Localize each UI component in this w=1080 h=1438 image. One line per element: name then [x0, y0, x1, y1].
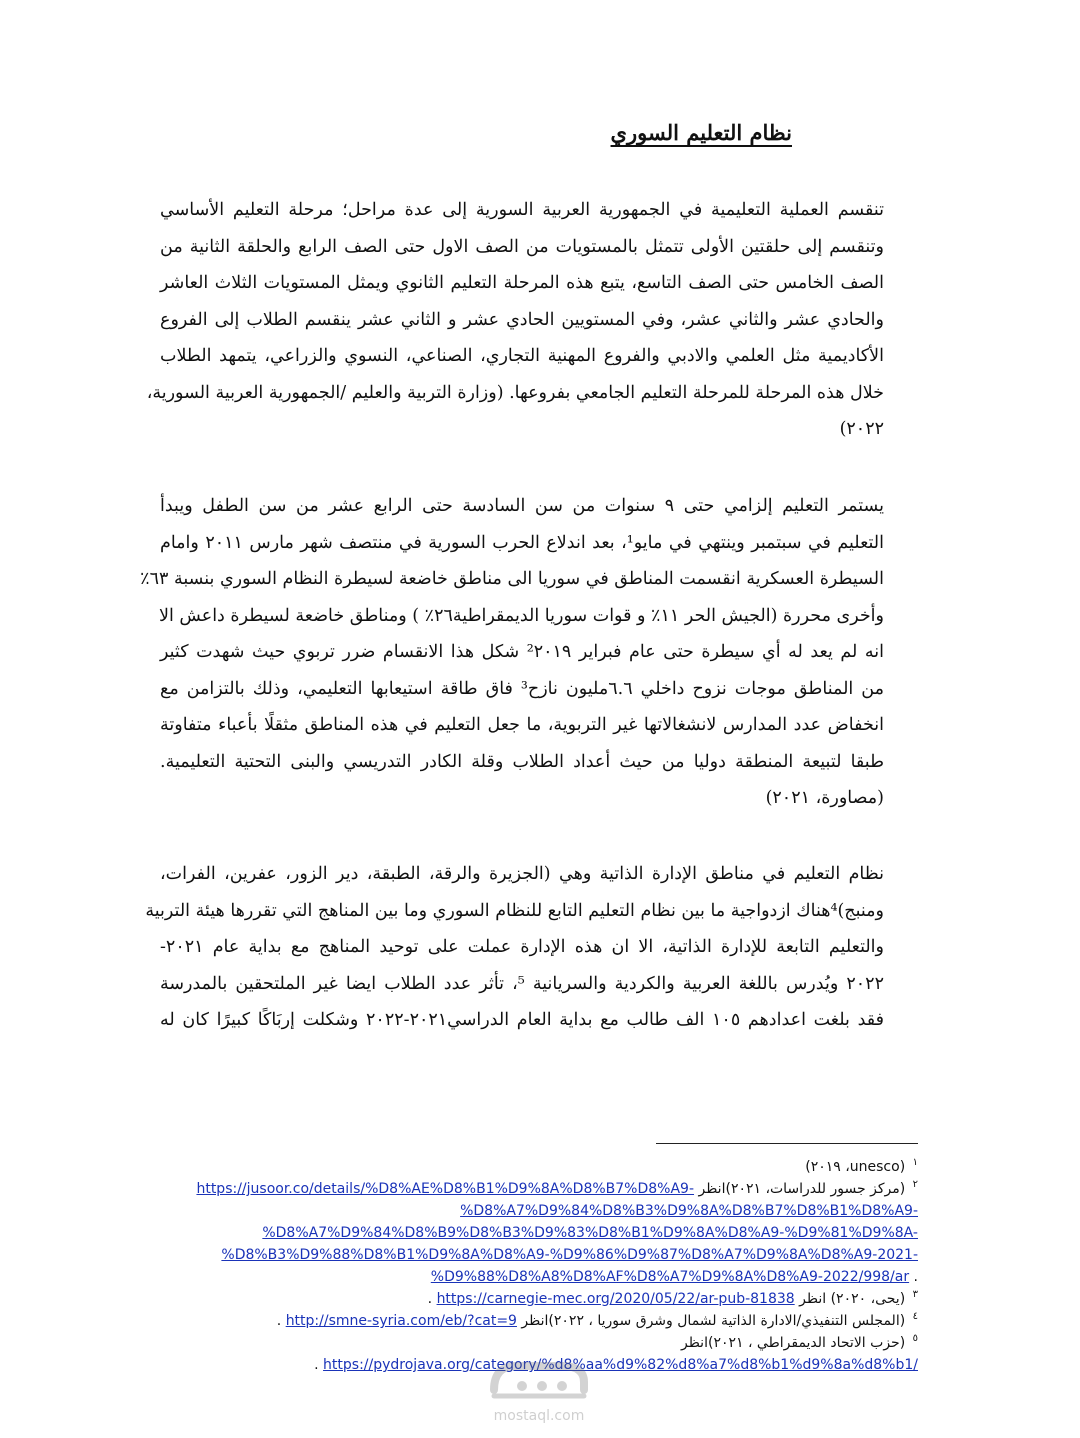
- text-line: خلال هذه المرحلة للمرحلة التعليم الجامعي بفروعها. (وزارة التربية والعليم /الجمهورية العربية السورية،: [146, 382, 884, 403]
- text-line: وتنقسم إلى حلقتين الأولى تتمثل بالمستويات من الصف الاول حتى الصف الرابع والحلقة الثانية من: [160, 236, 884, 257]
- footnote-text: (unesco، ٢٠١٩): [805, 1159, 906, 1175]
- footnote-link-continuation[interactable]: %D9%88%D8%A8%D8%AF%D8%A7%D9%8A%D8%A9-2022/998/ar: [430, 1269, 910, 1285]
- footnote-3: $^٣$ (يحى، ٢٠٢٠) انظر https://carnegie-mec.org/2020/05/22/ar-pub-81838 .: [427, 1289, 918, 1307]
- text-line: طبقا لتبيعة المنطقة دوليا من حيث أعداد الطلاب وقلة الكادر التدريسي والبنى التحتية التعليمية.: [160, 751, 884, 772]
- mostaql-logo-icon: [486, 1352, 592, 1402]
- footnote-link-continuation[interactable]: %D8%A7%D9%84%D8%B9%D8%B3%D9%83%D8%B1%D9%8A%D8%A9-%D9%81%D9%8A-: [262, 1225, 918, 1241]
- text-line: انه لم يعد له أي سيطرة حتى عام فبراير ²٢٠١٩ شكل هذا الانقسام ضرر تربوي حيث شهدت كثير: [160, 642, 884, 662]
- footnote-link-continuation[interactable]: %D8%B3%D9%88%D8%B1%D9%8A%D8%A9-%D9%86%D9%87%D8%A7%D9%8A%D8%A9-2021-: [221, 1247, 918, 1263]
- footnote-number: ٣: [912, 1289, 918, 1301]
- footnote-link[interactable]: https://jusoor.co/details/%D8%AE%D8%B1%D9%8A%D8%B7%D8%A9-: [196, 1181, 695, 1197]
- watermark-text: mostaql.com: [493, 1408, 585, 1424]
- footnotes: [160, 1156, 918, 1376]
- footnote-link[interactable]: http://smne-syria.com/eb/?cat=9: [285, 1313, 517, 1329]
- footnote-number: ١: [912, 1157, 918, 1169]
- footnote-separator: [656, 1143, 918, 1144]
- text-line: والحادي عشر والثاني عشر، وفي المستويين الحادي عشر و الثاني عشر ينقسم الطلاب إلى الفروع: [160, 309, 884, 330]
- footnote-link[interactable]: https://pydrojava.org/category/%d8%aa%d9%82%d8%a7%d8%b1%d9%8a%d8%b1/: [323, 1357, 918, 1373]
- footnote-2: [160, 1178, 918, 1200]
- footnote-text: (يحى، ٢٠٢٠) انظر: [799, 1291, 906, 1307]
- footnote-2-end: . %D9%88%D8%A8%D8%AF%D8%A7%D9%8A%D8%A9-2022/998/ar: [430, 1269, 918, 1285]
- text-line: الأكاديمية مثل العلمي والادبي والفروع المهنية التجاري، الصناعي، النسوي والزراعي، يتمهد الطلاب: [160, 346, 884, 366]
- document-title: نظام التعليم السوري: [610, 120, 792, 145]
- text-line: انخفاض عدد المدارس لانشغالاتها غير التربوية، ما جعل التعليم في هذه المناطق مثقلًا بأعباء متفاوتة: [160, 715, 884, 735]
- text-line: ومنبج)⁴هناك ازدواجية ما بين نظام التعليم التابع للنظام السوري وما بين المناهج التي تقررها هيئة التربية: [145, 900, 884, 921]
- text-line: الصف الخامس حتى الصف التاسع، يتبع هذه المرحلة التعليم الثانوي ويمثل المستويات الثلاث العاشر: [160, 273, 884, 293]
- footnote-5-link-line: https://pydrojava.org/category/%d8%aa%d9%82%d8%a7%d8%b1%d9%8a%d8%b1/ .: [314, 1357, 918, 1373]
- footnote-text: (مركز جسور للدراسات، ٢٠٢١)انظر: [698, 1181, 906, 1197]
- footnote-number: ٥: [912, 1333, 918, 1345]
- text-line: والتعليم التابعة للإدارة الذاتية، الا ان هذه الإدارة عملت على توحيد المناهج مع بداية عام ٢٠٢١-: [160, 937, 884, 957]
- watermark: [474, 1352, 604, 1432]
- paragraph-education-stages: [146, 192, 884, 448]
- paragraph-self-administration: [145, 856, 885, 1039]
- text-line: ٢٠٢٢ ويُدرس باللغة العربية والكردية والسريانية ⁵، تأثر عدد الطلاب ايضا غير الملتحقين بالمدرسة: [160, 973, 884, 994]
- text-line: يستمر التعليم إلزامي حتى ٩ سنوات من سن السادسة حتى الرابع عشر من سن الطفل ويبدأ: [160, 496, 884, 516]
- text-line: (مصاورة، ٢٠٢١): [765, 788, 884, 808]
- footnote-text: (المجلس التنفيذي/الادارة الذاتية لشمال وشرق سوريا ، ٢٠٢٢)انظر: [521, 1313, 906, 1329]
- footnote-5: [160, 1332, 918, 1354]
- text-line: تنقسم العملية التعليمية في الجمهورية العربية السورية إلى عدة مراحل؛ مرحلة التعليم الأساسي: [160, 200, 884, 220]
- footnote-link-continuation[interactable]: %D8%A7%D9%84%D8%B3%D9%8A%D8%B7%D8%B1%D8%A9-: [460, 1203, 918, 1219]
- footnote-number: ٢: [912, 1179, 918, 1191]
- text-line: ٢٠٢٢): [839, 419, 884, 439]
- footnote-4: $^٤$ (المجلس التنفيذي/الادارة الذاتية لشمال وشرق سوريا ، ٢٠٢٢)انظر http://smne-syria.com/eb/?cat=9 .: [276, 1311, 918, 1329]
- footnote-text: (حزب الاتحاد الديمقراطي ، ٢٠٢١)انظر: [680, 1335, 906, 1351]
- paragraph-compulsory-education: [140, 488, 884, 817]
- footnote-link[interactable]: https://carnegie-mec.org/2020/05/22/ar-pub-81838: [436, 1291, 795, 1307]
- footnote-number: ٤: [912, 1311, 918, 1323]
- text-line: السيطرة العسكرية انقسمت المناطق في سوريا الى مناطق خاضعة لسيطرة النظام السوري بنسبة ٦٣٪: [140, 569, 884, 589]
- text-line: وأخرى محررة (الجيش الحر ١١٪ و قوات سوريا الديمقراطية٢٦٪ ) ومناطق خاضعة لسيطرة داعش الا: [159, 605, 884, 626]
- text-line: التعليم في سبتمبر وينتهي في مايو¹، بعد اندلاع الحرب السورية في منتصف شهر مارس ٢٠١١ وامام: [160, 532, 884, 553]
- footnote-1: [160, 1156, 918, 1178]
- text-line: نظام التعليم في مناطق الإدارة الذاتية وهي (الجزيرة والرقة، الطبقة، دير الزور، عفرين، الفرات،: [160, 864, 884, 884]
- text-line: من المناطق موجات نزوح داخلي ٦.٦مليون نازح³ فاق طاقة استيعابها التعليمي، وذلك بالتزامن مع: [160, 678, 884, 699]
- text-line: فقد بلغت اعدادهم ١٠٥ الف طالب مع بداية العام الدراسي٢٠٢١-٢٠٢٢ وشكلت إربَاكًا كبيرًا كان له: [160, 1010, 885, 1030]
